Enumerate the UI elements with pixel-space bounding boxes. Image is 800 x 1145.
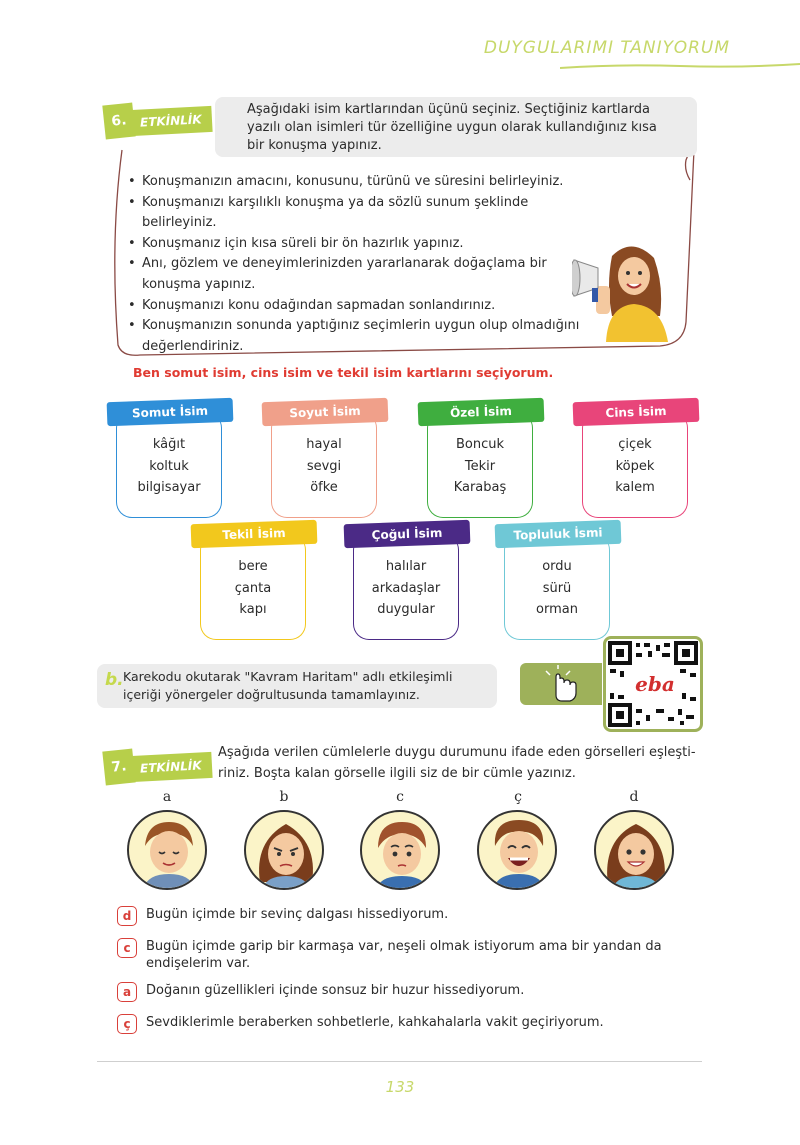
answer-row — [117, 982, 702, 1002]
card-cogul-isim — [353, 525, 459, 640]
card-ozel-isim — [427, 403, 533, 518]
card-title: Tekil İsim — [191, 520, 318, 548]
card-word: bere — [238, 559, 268, 574]
header-underline — [560, 62, 800, 70]
answer-sentence — [146, 982, 524, 999]
answer-line: Bugün içimde bir sevinç dalgası hissediyorum. — [146, 907, 449, 922]
qr-code[interactable] — [603, 636, 703, 732]
card-word: sevgi — [306, 458, 342, 474]
chapter-title: DUYGULARIMI TANIYORUM — [483, 38, 730, 58]
activity7-badge — [104, 750, 212, 784]
answer-line: Bugün içimde garip bir karmaşa var, neşeli olmak istiyorum ama bir yandan da — [146, 939, 662, 954]
card-word: halılar — [385, 559, 427, 574]
answer-line: Doğanın güzellikleri içinde sonsuz bir huzur hissediyorum. — [146, 983, 525, 998]
answer-line: endişelerim var. — [146, 956, 251, 971]
card-word: hayal — [306, 437, 342, 452]
guideline-text: Konuşmanızı konu odağından sapmadan sonlandırınız. — [142, 297, 496, 313]
face-letter-cedilla: ç — [514, 789, 522, 805]
card-tekil-isim — [200, 525, 306, 640]
card-word: koltuk — [149, 458, 189, 474]
part-b-letter: b. — [105, 670, 124, 690]
answer-row — [117, 906, 702, 926]
part-a-instruction — [215, 97, 697, 157]
card-word: bilgisayar — [137, 480, 201, 495]
card-word: çanta — [234, 580, 272, 596]
face-letter-d: d — [629, 789, 639, 805]
answer-letter-box[interactable]: c — [117, 938, 137, 958]
page-number: 133 — [385, 1078, 415, 1096]
part-a-line: yazılı olan isimleri tür özelliğine uygun olarak kullandığınız kısa — [247, 120, 657, 135]
instruction-line: Aşağıda verilen cümlelerle duygu durumunu ifade eden görselleri eşleşti- — [218, 745, 696, 760]
card-title: Özel İsim — [418, 398, 545, 426]
instruction-line: riniz. Boşta kalan görselle ilgili siz de bir cümle yazınız. — [218, 766, 576, 781]
card-word: köpek — [615, 458, 655, 474]
card-word: arkadaşlar — [371, 580, 441, 596]
answer-letter-box[interactable]: a — [117, 982, 137, 1002]
card-title: Cins İsim — [573, 398, 700, 426]
card-topluluk-ismi — [504, 525, 610, 640]
angry-girl-face-icon — [244, 810, 324, 890]
tap-hand-icon[interactable] — [520, 663, 602, 705]
guideline-item — [128, 254, 598, 295]
card-word: öfke — [310, 480, 338, 495]
answer-sentence — [146, 906, 448, 923]
card-words — [201, 556, 305, 621]
card-word: Boncuk — [455, 437, 505, 452]
footer-divider — [97, 1061, 702, 1062]
part-a-line: bir konuşma yapınız. — [247, 138, 382, 153]
activity6-label: ETKİNLİK — [129, 106, 212, 136]
card-word: sürü — [542, 580, 572, 596]
face-letter-a: a — [162, 789, 172, 805]
card-title: Soyut İsim — [262, 398, 389, 426]
card-words — [428, 434, 532, 499]
activity7-number: 7. — [102, 749, 135, 786]
guideline-list — [128, 172, 598, 357]
worried-boy-face-icon — [360, 810, 440, 890]
card-word: ordu — [542, 559, 572, 574]
activity6-badge — [104, 104, 212, 138]
answer-letter-box[interactable]: d — [117, 906, 137, 926]
card-word: Tekir — [464, 458, 496, 474]
card-words — [354, 556, 458, 621]
card-word: kapı — [239, 602, 267, 617]
part-a-line: Aşağıdaki isim kartlarından üçünü seçiniz. Seçtiğiniz kartlarda — [247, 102, 650, 117]
card-title: Çoğul İsim — [344, 520, 471, 548]
guideline-text: konuşma yapınız. — [142, 276, 256, 292]
selected-cards-sentence: Ben somut isim, cins isim ve tekil isim kartlarını seçiyorum. — [133, 365, 554, 380]
happy-girl-face-icon — [594, 810, 674, 890]
card-soyut-isim — [271, 403, 377, 518]
part-b-line: içeriği yönergeler doğrultusunda tamamlayınız. — [123, 687, 420, 702]
qr-brand-text: eba — [635, 672, 675, 696]
card-word: kalem — [615, 480, 655, 495]
guideline-text: Konuşmanızın sonunda yaptığınız seçimlerin uygun olup olmadığını — [142, 318, 580, 334]
card-title: Topluluk İsmi — [495, 520, 622, 548]
answer-sentence — [146, 1014, 604, 1031]
guideline-item — [128, 296, 598, 317]
card-word: duygular — [377, 602, 435, 617]
card-title: Somut İsim — [107, 398, 234, 426]
guideline-text: Konuşmanızın amacını, konusunu, türünü ve süresini belirleyiniz. — [142, 174, 564, 189]
guideline-item — [128, 234, 598, 255]
activity7-instruction — [218, 742, 708, 784]
guideline-item — [128, 172, 598, 193]
answer-line: Sevdiklerimle beraberken sohbetlerle, kahkahalarla vakit geçiriyorum. — [146, 1015, 604, 1030]
answer-row — [117, 938, 702, 972]
guideline-text: Konuşmanız için kısa süreli bir ön hazırlık yapınız. — [142, 235, 464, 251]
card-word: çiçek — [618, 437, 652, 452]
laughing-boy-face-icon — [477, 810, 557, 890]
answer-row — [117, 1014, 702, 1034]
face-letter-c: c — [396, 789, 404, 805]
part-b-line: Karekodu okutarak "Kavram Haritam" adlı etkileşimli — [123, 669, 453, 684]
peaceful-boy-face-icon — [127, 810, 207, 890]
guideline-text: değerlendiriniz. — [142, 338, 244, 354]
card-word: Karabaş — [453, 480, 507, 495]
card-cins-isim — [582, 403, 688, 518]
activity6-number: 6. — [102, 103, 135, 140]
girl-megaphone-illustration — [572, 236, 672, 342]
card-words — [583, 434, 687, 499]
card-words — [505, 556, 609, 621]
part-b-instruction — [97, 664, 497, 708]
answer-sentence — [146, 938, 662, 972]
card-words — [117, 434, 221, 499]
answer-letter-box[interactable]: ç — [117, 1014, 137, 1034]
card-word: orman — [536, 602, 578, 617]
guideline-item — [128, 316, 598, 357]
guideline-text: Konuşmanızı karşılıklı konuşma ya da sözlü sunum şeklinde belirleyiniz. — [142, 194, 529, 231]
guideline-text: Anı, gözlem ve deneyimlerinizden yararlanarak doğaçlama bir — [142, 256, 547, 272]
face-letter-b: b — [279, 789, 289, 805]
guideline-item — [128, 193, 598, 234]
card-words — [272, 434, 376, 499]
activity7-label: ETKİNLİK — [129, 752, 212, 782]
card-word: kâğıt — [152, 437, 186, 452]
card-somut-isim — [116, 403, 222, 518]
